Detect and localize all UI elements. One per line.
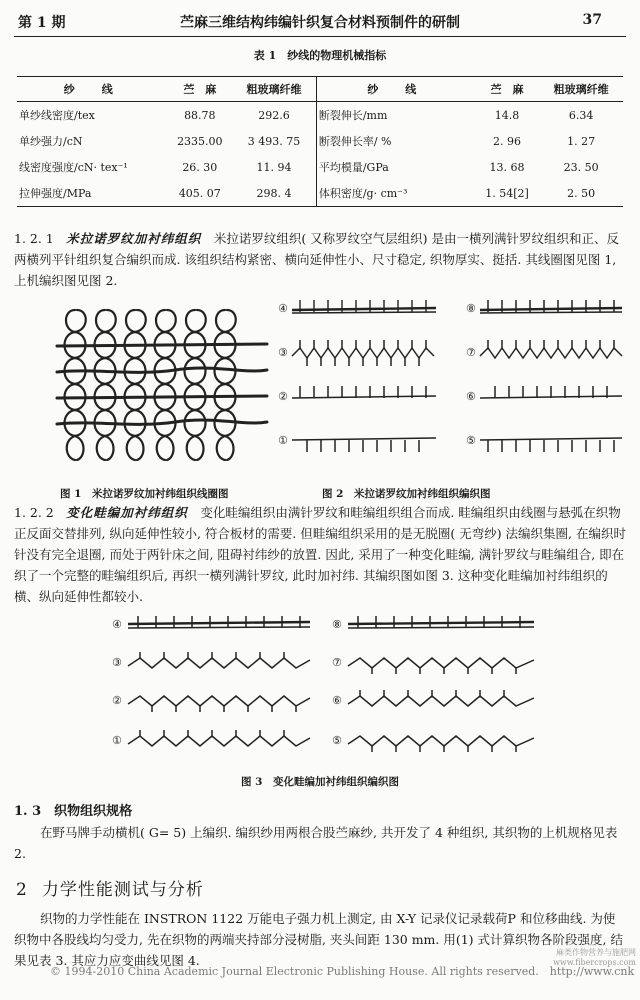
table-cell: 6.34 [568,108,594,122]
table-cell: 线密度强度/cN· tex⁻¹ [19,161,128,174]
table-header-cell: 苎 麻 [475,77,539,102]
table-cell: 26. 30 [182,160,218,174]
section-2-body [14,908,626,971]
figure2-caption: 图 2 米拉诺罗纹加衬纬组织编织图 [322,488,491,500]
table-cell: 平均模量/GPa [318,161,389,174]
table-cell: 13. 68 [489,160,525,174]
section-number: 1. 2. 2 [14,505,54,520]
figure2-row-label: ① [278,434,288,447]
table-header-row [17,77,623,102]
table-cell: 2. 96 [493,134,522,148]
figure2-row-label: ⑧ [466,302,476,315]
table-cell: 1. 54[2] [475,180,539,207]
section-1-3-body [14,822,626,864]
paragraph: 在野马牌手动横机( G= 5) 上编织. 编织纱用两根合股苎麻纱, 共开发了 4 种组织, 其织物的上机规格见表 2. [14,825,618,861]
figure1-loop-diagram [55,300,275,470]
figure3-caption: 图 3 变化畦编加衬纬组织编织图 [241,776,399,788]
table-cell: 11. 94 [232,154,316,180]
table1 [17,76,623,207]
table-cell: 1. 27 [567,134,596,148]
issue-label: 第 1 期 [18,15,66,31]
figure3-row-label: ⑤ [332,734,342,747]
figure2-row-label: ③ [278,346,288,359]
running-header [0,8,640,34]
table-cell: 体积密度/g· cm⁻³ [316,180,474,207]
paragraph: 变化畦编组织由满针罗纹和畦编组织组合而成. 畦编组织由线圈与悬弧在织物正反面交替排列, 纵向延伸性较小, 符合板材的需要. 但畦编组织采用的是无脱圈( 无弯纱) 法编织集圈, 在编织时针没有完全退圈, 而处于两针床之间, 阻碍衬纬纱的放置. 因此, 采用了一种变化畦编, 满针罗纹与畦编组合, 即在织了一个完整的畦编组织后, 再织一横列满针罗纹, 此时加衬纬. 其编织图如图 3. 这种变化畦编加衬纬组织的横、纵向延伸性都较小. [14,505,626,604]
section-1-3-heading [14,800,132,819]
table-header-cell: 粗玻璃纤维 [232,77,316,102]
table-cell: 88.78 [184,108,216,122]
table-cell: 拉伸强度/MPa [17,180,168,207]
figure3-row-label: ⑧ [332,618,342,631]
table-cell: 292.6 [232,102,316,129]
table-cell: 2335.00 [177,134,223,148]
table-cell: 23. 50 [563,160,599,174]
figure2-row-label: ⑦ [466,346,476,359]
section-heading: 织物组织规格 [54,804,133,819]
figure2-row-label: ⑥ [466,390,476,403]
table-row [17,128,623,154]
section-1-2-1 [14,228,626,291]
table-cell: 单纱强力/cN [19,135,83,148]
copyright-watermark: © 1994-2010 China Academic Journal Electronic Publishing House. All rights reserved. http://www.cnk [50,965,635,978]
figure2-row-label: ④ [278,302,288,315]
table-header-cell: 苎 麻 [168,77,233,102]
table-row [17,154,623,180]
table-cell: 405. 07 [168,180,233,207]
figure3-row-label: ③ [112,656,122,669]
section-heading: 力学性能测试与分析 [41,880,204,900]
journal-article-title: 苎麻三维结构纬编针织复合材料预制件的研制 [180,15,460,31]
section-number: 2 [16,880,28,900]
table-row [17,102,623,129]
section-2-heading [16,875,204,900]
figure2-row-label: ⑤ [466,434,476,447]
table-header-cell: 粗玻璃纤维 [539,77,623,102]
table-cell: 298. 4 [232,180,316,207]
header-rule [14,36,626,37]
figure3-row-label: ④ [112,618,122,631]
table-cell: 单纱线密度/tex [19,109,95,122]
table-cell: 3 493. 75 [232,128,316,154]
table1-caption: 表 1 纱线的物理机械指标 [253,49,387,62]
figure3-row-label: ⑥ [332,694,342,707]
figure2-knitting-diagram [276,298,626,470]
figure1-caption: 图 1 米拉诺罗纹加衬纬组织线圈图 [60,488,229,500]
figure3-row-label: ① [112,734,122,747]
table-row [17,180,623,207]
site-watermark: 麻类作物营养与施肥网 www.fibercrops.com [553,948,636,967]
figure2-row-label: ② [278,390,288,403]
page-number: 37 [582,12,602,28]
table-cell: 14.8 [494,108,520,122]
table-header-cell: 纱 线 [316,77,474,102]
section-1-2-2 [14,502,626,607]
section-number: 1. 2. 1 [14,231,54,246]
paragraph: 米拉诺罗纹组织( 又称罗纹空气层组织) 是由一横列满针罗纹组织和正、反两横列平针组织复合编织而成. 该组织结构紧密、横向延伸性小、尺寸稳定, 织物厚实、挺括. 其线圈图见图 1, 上机编织图见图 2. [14,231,620,288]
figure3-row-label: ② [112,694,122,707]
section-heading: 米拉诺罗纹加衬纬组织 [66,231,202,246]
table-cell: 断裂伸长率/ % [318,135,392,148]
section-heading: 变化畦编加衬纬组织 [66,505,188,520]
table-cell: 2. 50 [539,180,623,207]
table-header-cell: 纱 线 [17,77,168,102]
table-cell: 断裂伸长/mm [318,109,388,122]
figure3-knitting-diagram [110,612,540,760]
figure3-row-label: ⑦ [332,656,342,669]
paragraph: 织物的力学性能在 INSTRON 1122 万能电子强力机上测定, 由 X-Y 记录仪记录载荷P 和位移曲线. 为使织物中各股线均匀受力, 先在织物的两端夹持部分浸树脂, 夹头间距 130 mm. 用(1) 式计算织物各阶段强度, 结果见表 3. 其应力应变曲线见图 4. [14,911,623,968]
section-number: 1. 3 [14,804,42,819]
